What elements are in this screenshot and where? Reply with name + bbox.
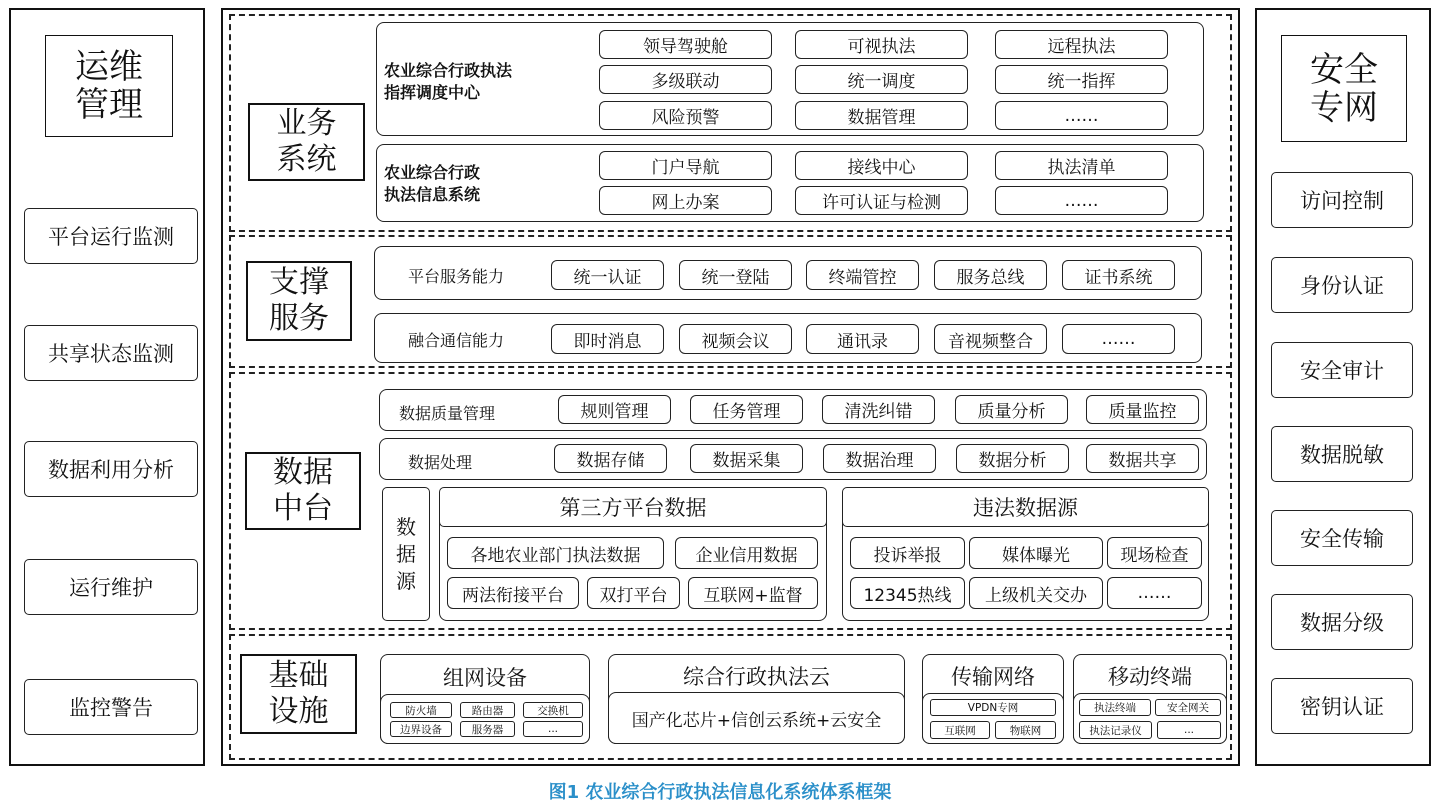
dispatch-item: 统一调度	[795, 65, 968, 94]
third-party-item: 两法衔接平台	[447, 577, 579, 609]
illegal-source-item: 现场检查	[1107, 537, 1202, 569]
data-processing-item: 数据分析	[956, 444, 1069, 473]
info-system-item: ……	[995, 186, 1168, 215]
cloud-title: 综合行政执法云	[683, 665, 830, 689]
ops-item: 运行维护	[24, 559, 198, 615]
comm-service-item: 即时消息	[551, 324, 664, 354]
business-title: 业务 系统	[248, 103, 365, 181]
platform-service-item: 终端管控	[806, 260, 919, 290]
dispatch-item: ……	[995, 101, 1168, 130]
comm-service-item: 通讯录	[806, 324, 919, 354]
platform-service-item: 统一登陆	[679, 260, 792, 290]
illegal-source-item: 12345热线	[850, 577, 965, 609]
data-processing-item: 数据采集	[690, 444, 803, 473]
network-device-item: 交换机	[523, 702, 583, 718]
third-party-item: 互联网+监督	[688, 577, 818, 609]
comm-service-item: 视频会议	[679, 324, 792, 354]
data-quality-item: 任务管理	[690, 395, 803, 424]
security-item: 密钥认证	[1271, 678, 1413, 734]
mobile-title: 移动终端	[1108, 665, 1192, 689]
network-devices-title: 组网设备	[443, 666, 527, 690]
dispatch-item: 领导驾驶舱	[599, 30, 772, 59]
data-processing-item: 数据治理	[823, 444, 936, 473]
security-item: 安全传输	[1271, 510, 1413, 566]
data-processing-item: 数据存储	[554, 444, 667, 473]
third-party-title: 第三方平台数据	[439, 487, 827, 527]
security-item: 安全审计	[1271, 342, 1413, 398]
data-processing-label: 数据处理	[408, 453, 473, 472]
figure-caption: 图1 农业综合行政执法信息化系统体系框架	[548, 782, 892, 803]
comm-service-label: 融合通信能力	[408, 331, 505, 350]
transport-item: 物联网	[995, 721, 1056, 739]
platform-service-item: 证书系统	[1062, 260, 1175, 290]
illegal-source-item: 投诉举报	[850, 537, 965, 569]
illegal-source-item: ……	[1107, 577, 1202, 609]
transport-item: VPDN专网	[930, 699, 1056, 716]
dispatch-item: 统一指挥	[995, 65, 1168, 94]
info-system-title: 农业综合行政 执法信息系统	[384, 163, 481, 204]
data-quality-item: 质量分析	[955, 395, 1068, 424]
mobile-terminal-item: 安全网关	[1155, 699, 1221, 716]
dispatch-item: 远程执法	[995, 30, 1168, 59]
security-item: 数据分级	[1271, 594, 1413, 650]
network-device-item: ...	[523, 721, 583, 737]
third-party-item: 双打平台	[587, 577, 680, 609]
info-system-item: 网上办案	[599, 186, 772, 215]
network-device-item: 服务器	[460, 721, 515, 737]
infrastructure-title: 基础 设施	[240, 654, 357, 734]
transport-title: 传输网络	[951, 665, 1035, 689]
security-item: 身份认证	[1271, 257, 1413, 313]
platform-service-item: 统一认证	[551, 260, 664, 290]
data-processing-item: 数据共享	[1086, 444, 1199, 473]
transport-item: 互联网	[930, 721, 990, 739]
info-system-item: 许可认证与检测	[795, 186, 968, 215]
platform-service-label: 平台服务能力	[408, 267, 505, 286]
mobile-terminal-item: ...	[1157, 721, 1221, 739]
network-device-item: 路由器	[460, 702, 515, 718]
data-quality-item: 清洗纠错	[822, 395, 935, 424]
dispatch-item: 可视执法	[795, 30, 968, 59]
security-item: 访问控制	[1271, 172, 1413, 228]
illegal-source-item: 上级机关交办	[969, 577, 1103, 609]
mobile-terminal-item: 执法终端	[1079, 699, 1151, 716]
illegal-source-title: 违法数据源	[842, 487, 1209, 527]
data-quality-item: 质量监控	[1086, 395, 1199, 424]
ops-item: 监控警告	[24, 679, 198, 735]
data-platform-title: 数据 中台	[245, 452, 361, 530]
security-item: 数据脱敏	[1271, 426, 1413, 482]
info-system-item: 门户导航	[599, 151, 772, 180]
illegal-source-item: 媒体曝光	[969, 537, 1103, 569]
third-party-item: 企业信用数据	[675, 537, 818, 569]
data-quality-item: 规则管理	[558, 395, 671, 424]
dispatch-item: 多级联动	[599, 65, 772, 94]
ops-management-title: 运维 管理	[45, 35, 173, 137]
dispatch-item: 数据管理	[795, 101, 968, 130]
ops-item: 数据利用分析	[24, 441, 198, 497]
support-title: 支撑 服务	[246, 261, 352, 341]
dispatch-item: 风险预警	[599, 101, 772, 130]
comm-service-item: ……	[1062, 324, 1175, 354]
info-system-item: 执法清单	[995, 151, 1168, 180]
dispatch-center-title: 农业综合行政执法 指挥调度中心	[384, 61, 513, 102]
info-system-item: 接线中心	[795, 151, 968, 180]
network-device-item: 边界设备	[390, 721, 452, 737]
cloud-desc: 国产化芯片+信创云系统+云安全	[631, 711, 882, 731]
mobile-terminal-item: 执法记录仪	[1079, 721, 1152, 739]
security-network-title: 安全 专网	[1281, 35, 1407, 142]
data-source-label: 数 据 源	[382, 487, 430, 621]
ops-item: 平台运行监测	[24, 208, 198, 264]
data-quality-label: 数据质量管理	[399, 404, 496, 423]
ops-item: 共享状态监测	[24, 325, 198, 381]
comm-service-item: 音视频整合	[934, 324, 1047, 354]
platform-service-item: 服务总线	[934, 260, 1047, 290]
third-party-item: 各地农业部门执法数据	[447, 537, 664, 569]
network-device-item: 防火墙	[390, 702, 452, 718]
